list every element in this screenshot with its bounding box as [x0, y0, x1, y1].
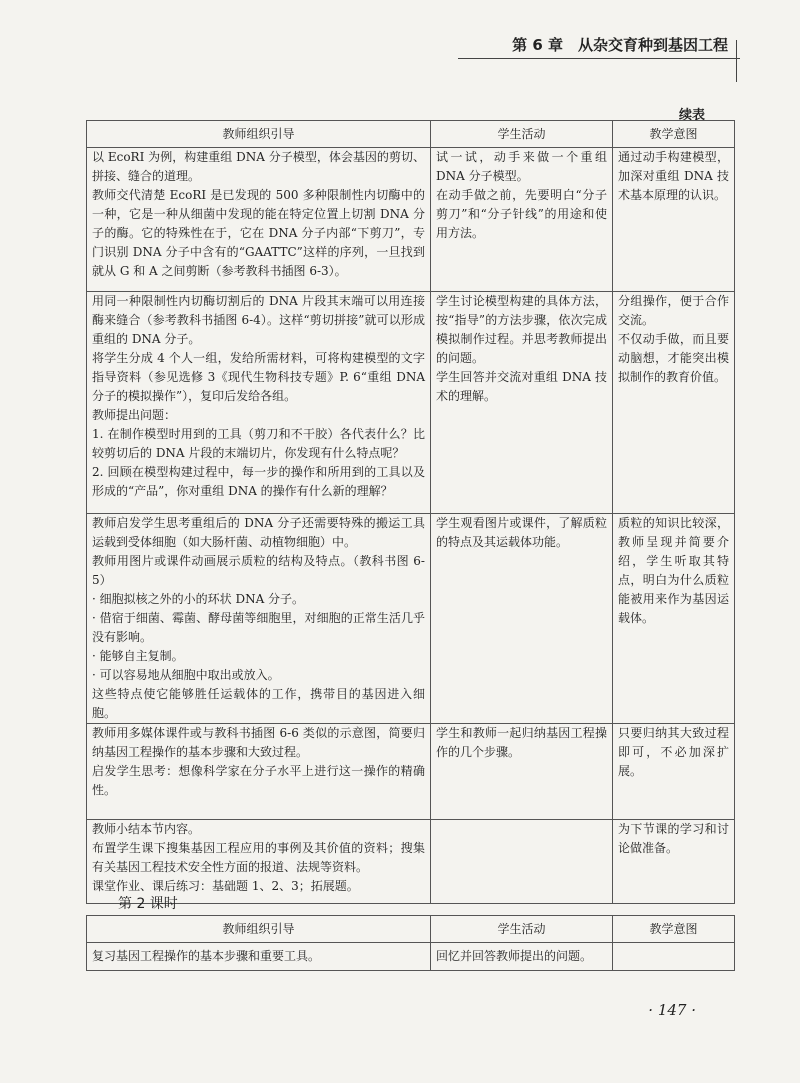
- lesson-2-table: [86, 915, 735, 971]
- page-number: · 147 ·: [648, 1001, 696, 1019]
- table-header-row: [87, 916, 735, 943]
- header-teacher-guidance: 教师组织引导: [87, 916, 431, 943]
- teacher-cell: [87, 820, 431, 904]
- paragraph: 学生回答并交流对重组 DNA 技术的理解。: [436, 370, 607, 403]
- chapter-title: 第 6 章 从杂交育种到基因工程: [512, 36, 728, 54]
- bullet-item: · 细胞拟核之外的小的环状 DNA 分子。: [92, 592, 305, 606]
- paragraph: 教师交代清楚 EcoRI 是已发现的 500 多种限制性内切酶中的一种，它是一种从细菌中发现的能在特定位置上切割 DNA 分子的酶。它的特殊性在于，它在 DNA 分子内部“下剪刀”，专门识别 DNA 分子中含有的“GAATTC”这样的序列，一旦找到就从 G 和 A 之间剪断（参考教科书插图 6-3）。: [92, 188, 425, 278]
- paragraph: 在动手做之前，先要明白“分子剪刀”和“分子针线”的用途和使用方法。: [436, 188, 607, 240]
- paragraph: 2. 回顾在模型构建过程中，每一步的操作和所用到的工具以及形成的“产品”，你对重组 DNA 的操作有什么新的理解？: [92, 465, 425, 498]
- intent-cell: [613, 724, 735, 820]
- paragraph: 这些特点使它能够胜任运载体的工作，携带目的基因进入细胞。: [92, 687, 425, 720]
- teacher-cell: [87, 148, 431, 292]
- paragraph: 启发学生思考：想像科学家在分子水平上进行这一操作的精确性。: [92, 764, 425, 797]
- paragraph: 教师用图片或课件动画展示质粒的结构及特点。（教科书图 6-5）: [92, 554, 425, 587]
- lesson-2-title: 第 2 课时: [118, 896, 178, 912]
- paragraph: 教师启发学生思考重组后的 DNA 分子还需要特殊的搬运工具运载到受体细胞（如大肠杆菌、动植物细胞）中。: [92, 516, 425, 549]
- teacher-cell: [87, 724, 431, 820]
- teacher-cell: [87, 292, 431, 514]
- paragraph: 学生和教师一起归纳基因工程操作的几个步骤。: [436, 726, 607, 759]
- table-row: [87, 148, 735, 292]
- bullet-item: · 可以容易地从细胞中取出或放入。: [92, 668, 280, 682]
- paragraph: 不仅动手做，而且要动脑想，才能突出模拟制作的教育价值。: [618, 332, 729, 384]
- student-cell: 回忆并回答教师提出的问题。: [431, 943, 613, 971]
- paragraph: 为下节课的学习和讨论做准备。: [618, 822, 729, 855]
- paragraph: 教师提出问题：: [92, 408, 177, 422]
- page-header: [0, 0, 800, 62]
- paragraph: 试一试，动手来做一个重组 DNA 分子模型。: [436, 150, 607, 183]
- table-header-row: [87, 121, 735, 148]
- header-tick-rule: [736, 40, 737, 82]
- paragraph: 分组操作，便于合作交流。: [618, 294, 729, 327]
- student-cell: [431, 820, 613, 904]
- paragraph: 布置学生课下搜集基因工程应用的事例及其价值的资料；搜集有关基因工程技术安全性方面的报道、法规等资料。: [92, 841, 425, 874]
- table-row: [87, 820, 735, 904]
- intent-cell: [613, 514, 735, 724]
- paragraph: 将学生分成 4 个人一组，发给所需材料，可将构建模型的文字指导资料（参见选修 3《现代生物科技专题》P. 6“重组 DNA 分子的模拟操作”），复印后发给各组。: [92, 351, 425, 403]
- header-teacher-guidance: 教师组织引导: [87, 121, 431, 148]
- header-student-activity: 学生活动: [431, 121, 613, 148]
- teacher-cell: 复习基因工程操作的基本步骤和重要工具。: [87, 943, 431, 971]
- teacher-cell: [87, 514, 431, 724]
- paragraph: 以 EcoRI 为例，构建重组 DNA 分子模型，体会基因的剪切、拼接、缝合的道理。: [92, 150, 425, 183]
- paragraph: 质粒的知识比较深，教师呈现并简要介绍，学生听取其特点，明白为什么质粒能被用来作为基因运载体。: [618, 516, 729, 625]
- header-teaching-intent: 教学意图: [613, 121, 735, 148]
- student-cell: [431, 292, 613, 514]
- table-row: [87, 514, 735, 724]
- bullet-item: · 借宿于细菌、霉菌、酵母菌等细胞里，对细胞的正常生活几乎没有影响。: [92, 611, 425, 644]
- table-row: [87, 943, 735, 971]
- intent-cell: [613, 820, 735, 904]
- paragraph: 1. 在制作模型时用到的工具（剪刀和不干胶）各代表什么？比较剪切后的 DNA 片段的末端切片，你发现有什么特点呢？: [92, 427, 425, 460]
- header-rule: [458, 58, 740, 59]
- bullet-item: · 能够自主复制。: [92, 649, 184, 663]
- intent-cell: [613, 148, 735, 292]
- header-student-activity: 学生活动: [431, 916, 613, 943]
- paragraph: 教师用多媒体课件或与教科书插图 6-6 类似的示意图，简要归纳基因工程操作的基本步骤和大致过程。: [92, 726, 425, 759]
- paragraph: 课堂作业、课后练习：基础题 1、2、3；拓展题。: [92, 879, 359, 893]
- paragraph: 通过动手构建模型，加深对重组 DNA 技术基本原理的认识。: [618, 150, 729, 202]
- header-teaching-intent: 教学意图: [613, 916, 735, 943]
- paragraph: 用同一种限制性内切酶切割后的 DNA 片段其末端可以用连接酶来缝合（参考教科书插图 6-4）。这样“剪切拼接”就可以形成重组的 DNA 分子。: [92, 294, 425, 346]
- paragraph: 教师小结本节内容。: [92, 822, 201, 836]
- paragraph: 学生观看图片或课件，了解质粒的特点及其运载体功能。: [436, 516, 607, 549]
- student-cell: [431, 724, 613, 820]
- student-cell: [431, 514, 613, 724]
- table-row: [87, 292, 735, 514]
- paragraph: 只要归纳其大致过程即可，不必加深扩展。: [618, 726, 729, 778]
- paragraph: 学生讨论模型构建的具体方法，按“指导”的方法步骤，依次完成模拟制作过程。并思考教师提出的问题。: [436, 294, 607, 365]
- teaching-plan-table: [86, 120, 735, 904]
- table-row: [87, 724, 735, 820]
- intent-cell: [613, 943, 735, 971]
- table-continued-label: 续表: [678, 108, 705, 123]
- intent-cell: [613, 292, 735, 514]
- student-cell: [431, 148, 613, 292]
